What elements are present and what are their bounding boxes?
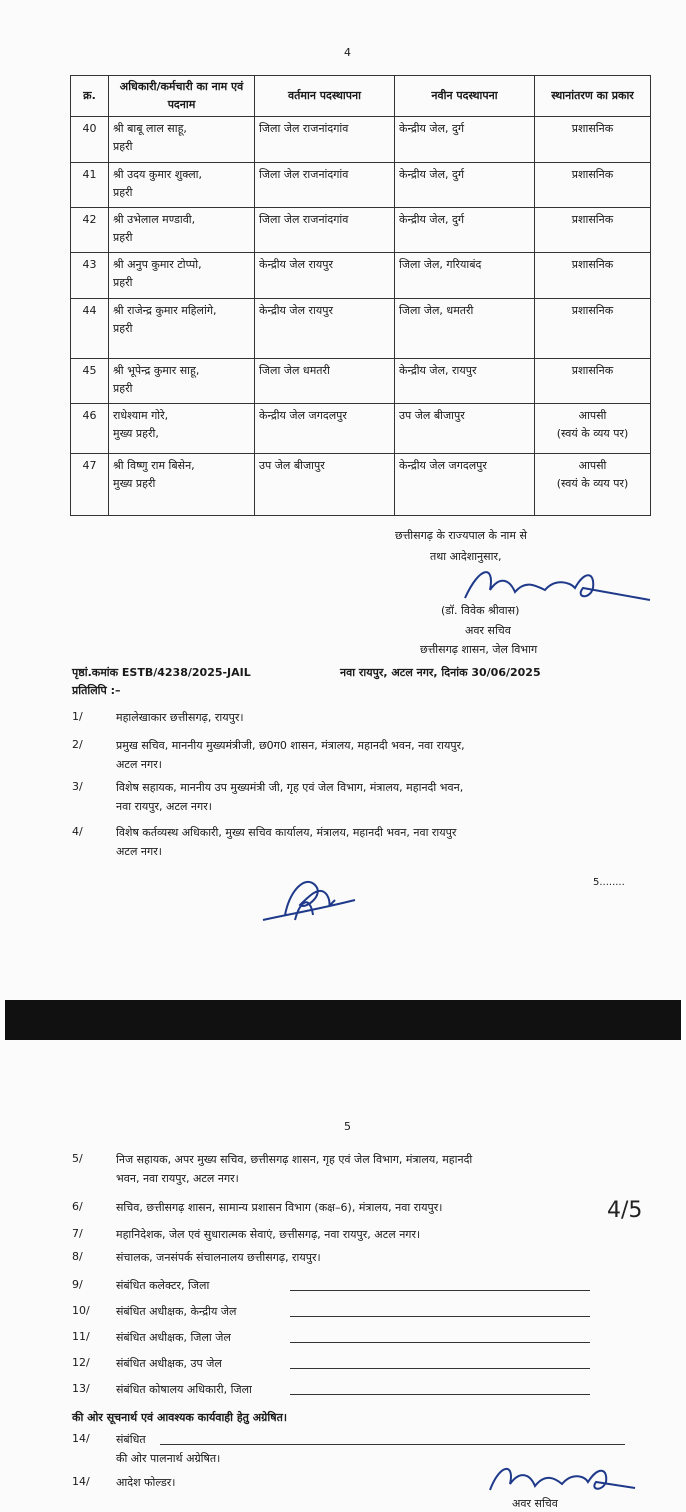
cell-current-posting: केन्द्रीय जेल रायपुर	[255, 299, 395, 359]
cell-sno: 45	[71, 359, 109, 404]
cell-name	[109, 163, 255, 208]
cell-transfer-type	[535, 208, 651, 253]
cell-current-posting: जिला जेल धमतरी	[255, 359, 395, 404]
transfer-type: आपसी	[578, 459, 607, 472]
copy-number: 12/	[72, 1356, 90, 1369]
copy-text: संबंधित अधीक्षक, जिला जेल	[116, 1331, 231, 1344]
cell-current-posting: जिला जेल राजनांदगांव	[255, 117, 395, 163]
copy-text: निज सहायक, अपर मुख्य सचिव, छत्तीसगढ़ शासन, गृह एवं जेल विभाग, मंत्रालय, महानदी	[116, 1153, 473, 1166]
forward-note: की ओर सूचनार्थ एवं आवश्यक कार्यवाही हेतु अग्रेषित।	[72, 1411, 288, 1424]
table-row	[71, 208, 651, 253]
copy-heading: प्रतिलिपि :–	[72, 684, 121, 697]
col-header: अधिकारी/कर्मचारी का नाम एवं पदनाम	[109, 76, 255, 117]
copy-text-cont: भवन, नवा रायपुर, अटल नगर।	[116, 1172, 239, 1185]
employee-name: श्री राजेन्द्र कुमार महिलांगे,	[113, 304, 217, 317]
signatory-designation: अवर सचिव	[465, 624, 511, 637]
cell-sno: 44	[71, 299, 109, 359]
table-row	[71, 454, 651, 516]
copy-text: संचालक, जनसंपर्क संचालनालय छत्तीसगढ़, रायपुर।	[116, 1251, 321, 1264]
employee-name: श्री भूपेन्द्र कुमार साहू,	[113, 364, 200, 377]
endorsement-ref: पृष्ठां.कमांक ESTB/4238/2025-JAIL	[72, 666, 251, 679]
signature-icon	[480, 1458, 640, 1498]
cell-transfer-type	[535, 163, 651, 208]
copy-text: संबंधित	[116, 1433, 146, 1446]
cell-name	[109, 404, 255, 454]
cell-name	[109, 208, 255, 253]
copy-text: महानिदेशक, जेल एवं सुधारात्मक सेवाएं, छत्तीसगढ़, नवा रायपुर, अटल नगर।	[116, 1228, 421, 1241]
transfer-table	[70, 75, 651, 516]
cell-current-posting: केन्द्रीय जेल जगदलपुर	[255, 404, 395, 454]
cell-name	[109, 359, 255, 404]
copy-number: 2/	[72, 738, 83, 751]
employee-name: राधेश्याम गोरे,	[113, 409, 169, 422]
fill-line	[290, 1316, 590, 1317]
cell-sno: 41	[71, 163, 109, 208]
employee-designation: प्रहरी	[113, 382, 133, 395]
transfer-type: प्रशासनिक	[571, 122, 614, 135]
table-row	[71, 253, 651, 299]
col-header: क्र.	[71, 76, 109, 117]
copy-number: 11/	[72, 1330, 90, 1343]
transfer-type: आपसी	[578, 409, 607, 422]
fill-line	[290, 1290, 590, 1291]
employee-designation: प्रहरी	[113, 140, 133, 153]
table-row	[71, 404, 651, 454]
copy-text: सचिव, छत्तीसगढ़ शासन, सामान्य प्रशासन विभाग (कक्ष–6), मंत्रालय, नवा रायपुर।	[116, 1201, 443, 1214]
cell-transfer-type	[535, 404, 651, 454]
authority-line-2: तथा आदेशानुसार,	[430, 550, 502, 563]
cell-name	[109, 117, 255, 163]
employee-designation: मुख्य प्रहरी	[113, 477, 156, 490]
copy-number: 3/	[72, 780, 83, 793]
employee-name: श्री उदय कुमार शुक्ला,	[113, 168, 203, 181]
copy-number: 13/	[72, 1382, 90, 1395]
employee-name: श्री विष्णु राम बिसेन,	[113, 459, 195, 472]
cell-sno: 40	[71, 117, 109, 163]
copy-text: महालेखाकार छत्तीसगढ़, रायपुर।	[116, 711, 244, 724]
cell-transfer-type	[535, 299, 651, 359]
page-indicator: 4/5	[607, 1198, 643, 1223]
employee-designation: प्रहरी	[113, 231, 133, 244]
copy-number: 7/	[72, 1227, 83, 1240]
table-row	[71, 359, 651, 404]
cell-sno: 43	[71, 253, 109, 299]
endorsement-date: नवा रायपुर, अटल नगर, दिनांक 30/06/2025	[340, 666, 541, 679]
copy-text: प्रमुख सचिव, माननीय मुख्यमंत्रीजी, छ0ग0 शासन, मंत्रालय, महानदी भवन, नवा रायपुर,	[116, 739, 465, 752]
transfer-type: प्रशासनिक	[571, 258, 614, 271]
cell-new-posting: जिला जेल, गरियाबंद	[395, 253, 535, 299]
employee-name: श्री बाबू लाल साहू,	[113, 122, 187, 135]
copy-text: आदेश फोल्डर।	[116, 1476, 176, 1489]
copy-text: संबंधित अधीक्षक, केन्द्रीय जेल	[116, 1305, 237, 1318]
copy-text: संबंधित अधीक्षक, उप जेल	[116, 1357, 222, 1370]
copy-text: संबंधित कलेक्टर, जिला	[116, 1279, 210, 1292]
authority-line-1: छत्तीसगढ़ के राज्यपाल के नाम से	[395, 529, 527, 542]
cell-new-posting: केन्द्रीय जेल जगदलपुर	[395, 454, 535, 516]
employee-designation: प्रहरी	[113, 276, 133, 289]
table-row	[71, 163, 651, 208]
transfer-type: प्रशासनिक	[571, 304, 614, 317]
cell-transfer-type	[535, 117, 651, 163]
cell-new-posting: केन्द्रीय जेल, दुर्ग	[395, 208, 535, 253]
cell-new-posting: उप जेल बीजापुर	[395, 404, 535, 454]
copy-number: 4/	[72, 825, 83, 838]
cell-sno: 42	[71, 208, 109, 253]
col-header: नवीन पदस्थापना	[395, 76, 535, 117]
copy-number: 5/	[72, 1152, 83, 1165]
signatory-name: (डॉ. विवेक श्रीवास)	[441, 604, 520, 617]
page-number: 5	[344, 1120, 351, 1133]
table-row	[71, 117, 651, 163]
initials-signature-icon	[255, 870, 365, 930]
cell-transfer-type	[535, 253, 651, 299]
table-row	[71, 299, 651, 359]
employee-designation: प्रहरी	[113, 322, 133, 335]
cell-transfer-type	[535, 454, 651, 516]
copy-text: विशेष कर्तव्यस्थ अधिकारी, मुख्य सचिव कार्यालय, मंत्रालय, महानदी भवन, नवा रायपुर	[116, 826, 457, 839]
copy-text-cont: अटल नगर।	[116, 758, 162, 771]
transfer-type: प्रशासनिक	[571, 213, 614, 226]
col-header: वर्तमान पदस्थापना	[255, 76, 395, 117]
copy-number: 8/	[72, 1250, 83, 1263]
cell-current-posting: जिला जेल राजनांदगांव	[255, 208, 395, 253]
transfer-type: प्रशासनिक	[571, 364, 614, 377]
signatory-department: छत्तीसगढ़ शासन, जेल विभाग	[420, 643, 538, 656]
cell-new-posting: केन्द्रीय जेल, दुर्ग	[395, 163, 535, 208]
page-separator	[5, 1000, 681, 1040]
transfer-type-note: (स्वयं के व्यय पर)	[556, 477, 629, 490]
copy-number: 6/	[72, 1200, 83, 1213]
copy-text-cont: की ओर पालनार्थ अग्रेषित।	[116, 1452, 221, 1465]
employee-name: श्री अनुप कुमार टोप्पो,	[113, 258, 202, 271]
continued-marker: 5........	[593, 877, 625, 888]
copy-number: 14/	[72, 1432, 90, 1445]
col-header: स्थानांतरण का प्रकार	[535, 76, 651, 117]
cell-current-posting: उप जेल बीजापुर	[255, 454, 395, 516]
table-header-row	[71, 76, 651, 117]
copy-text-cont: अटल नगर।	[116, 845, 162, 858]
copy-text-cont: नवा रायपुर, अटल नगर।	[116, 800, 212, 813]
cell-name	[109, 299, 255, 359]
page-number: 4	[344, 46, 351, 59]
fill-line	[290, 1342, 590, 1343]
employee-name: श्री उभेलाल मण्डावी,	[113, 213, 196, 226]
transfer-type-note: (स्वयं के व्यय पर)	[556, 427, 629, 440]
cell-name	[109, 253, 255, 299]
copy-number: 1/	[72, 710, 83, 723]
cell-transfer-type	[535, 359, 651, 404]
employee-designation: प्रहरी	[113, 186, 133, 199]
copy-number: 10/	[72, 1304, 90, 1317]
transfer-type: प्रशासनिक	[571, 168, 614, 181]
fill-line	[160, 1444, 625, 1445]
bottom-designation: अवर सचिव	[512, 1497, 558, 1510]
cell-sno: 47	[71, 454, 109, 516]
cell-new-posting: जिला जेल, धमतरी	[395, 299, 535, 359]
document-page-5	[0, 1040, 686, 1512]
employee-designation: मुख्य प्रहरी,	[113, 427, 159, 440]
copy-text: विशेष सहायक, माननीय उप मुख्यमंत्री जी, गृह एवं जेल विभाग, मंत्रालय, महानदी भवन,	[116, 781, 464, 794]
cell-new-posting: केन्द्रीय जेल, दुर्ग	[395, 117, 535, 163]
copy-number: 9/	[72, 1278, 83, 1291]
fill-line	[290, 1368, 590, 1369]
copy-text: संबंधित कोषालय अधिकारी, जिला	[116, 1383, 252, 1396]
cell-sno: 46	[71, 404, 109, 454]
copy-number: 14/	[72, 1475, 90, 1488]
cell-current-posting: जिला जेल राजनांदगांव	[255, 163, 395, 208]
cell-name	[109, 454, 255, 516]
cell-current-posting: केन्द्रीय जेल रायपुर	[255, 253, 395, 299]
cell-new-posting: केन्द्रीय जेल, रायपुर	[395, 359, 535, 404]
fill-line	[290, 1394, 590, 1395]
